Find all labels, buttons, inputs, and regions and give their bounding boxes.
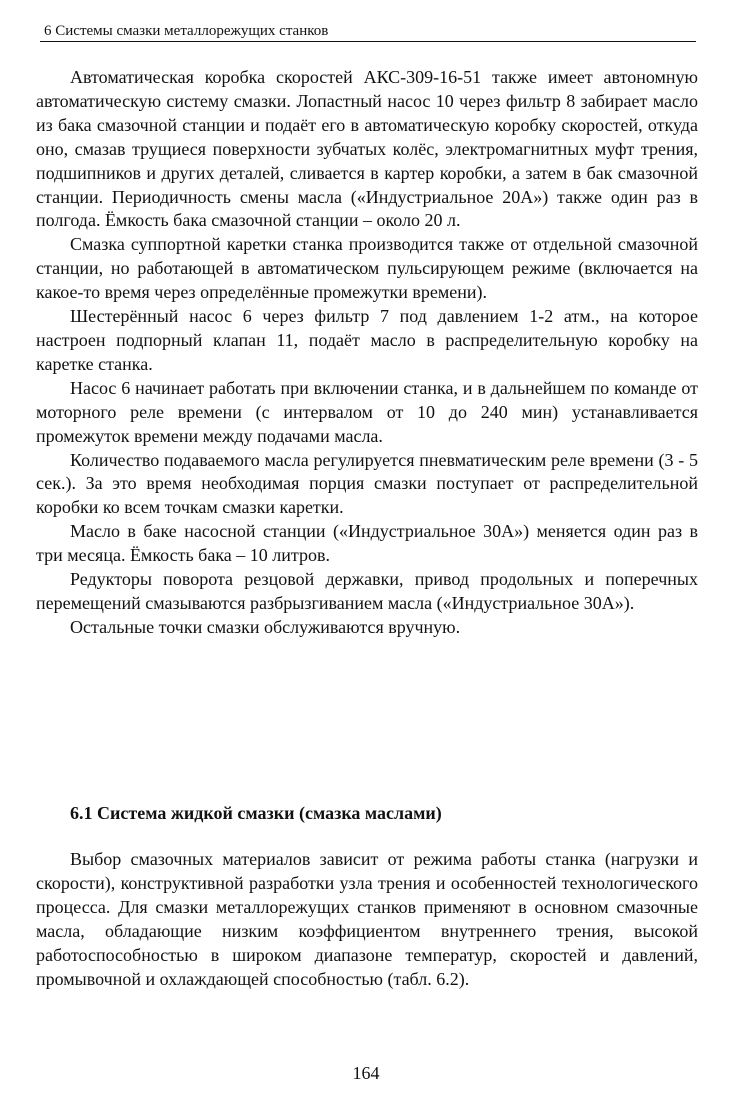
- body-text: [36, 66, 698, 640]
- paragraph: Автоматическая коробка скоростей АКС-309-16-51 также имеет автономную автоматическую систему смазки. Лопастный насос 10 через фильтр 8 забирает масло из бака смазочной станции и подаёт его в автоматическую коробку скоростей, откуда оно, смазав трущиеся поверхности зубчатых колёс, электромагнитных муфт трения, подшипников и других деталей, сливается в картер коробки, а затем в бак смазочной станции. Периодичность смены масла («Индустриальное 20А») также один раз в полгода. Ёмкость бака смазочной станции – около 20 л.: [36, 67, 698, 231]
- paragraph: Масло в баке насосной станции («Индустриальное 30А») меняется один раз в три месяца. Ёмкость бака – 10 литров.: [36, 521, 698, 566]
- paragraph: Смазка суппортной каретки станка производится также от отдельной смазочной станции, но работающей в автоматическом пульсирующем режиме (включается на какое-то время через определённые промежутки времени).: [36, 234, 698, 303]
- paragraph: Насос 6 начинает работать при включении станка, и в дальнейшем по команде от моторного реле времени (с интервалом от 10 до 240 мин) устанавливается промежуток времени между подачами масла.: [36, 377, 698, 446]
- page-number: 164: [352, 1063, 380, 1083]
- header-rule: [40, 41, 696, 42]
- paragraph: Редукторы поворота резцовой державки, привод продольных и поперечных перемещений смазываются разбрызгиванием масла («Индустриальное 30А»).: [36, 569, 698, 613]
- paragraph: Количество подаваемого масла регулируется пневматическим реле времени (3 - 5 сек.). За это время необходимая порция смазки поступает от распределительной коробки ко всем точкам смазки каретки.: [36, 449, 698, 518]
- paragraph: Выбор смазочных материалов зависит от режима работы станка (нагрузки и скорости), конструктивной разработки узла трения и особенностей технологического процесса. Для смазки металлорежущих станков применяют в основном смазочные масла, обладающие низким коэффициентом внутреннего трения, высокой работоспособностью в широком диапазоне температур, скоростей и давлений, промывочной и охлаждающей способностью (табл. 6.2).: [36, 849, 698, 989]
- section-body: [36, 848, 698, 991]
- running-head: 6 Системы смазки металлорежущих станков: [44, 23, 329, 39]
- paragraph: Остальные точки смазки обслуживаются вручную.: [70, 616, 461, 637]
- paragraph: Шестерённый насос 6 через фильтр 7 под давлением 1-2 атм., на которое настроен подпорный клапан 11, подаёт масло в распределительную коробку на каретке станка.: [36, 306, 698, 374]
- section-heading: 6.1 Система жидкой смазки (смазка маслами): [70, 803, 442, 823]
